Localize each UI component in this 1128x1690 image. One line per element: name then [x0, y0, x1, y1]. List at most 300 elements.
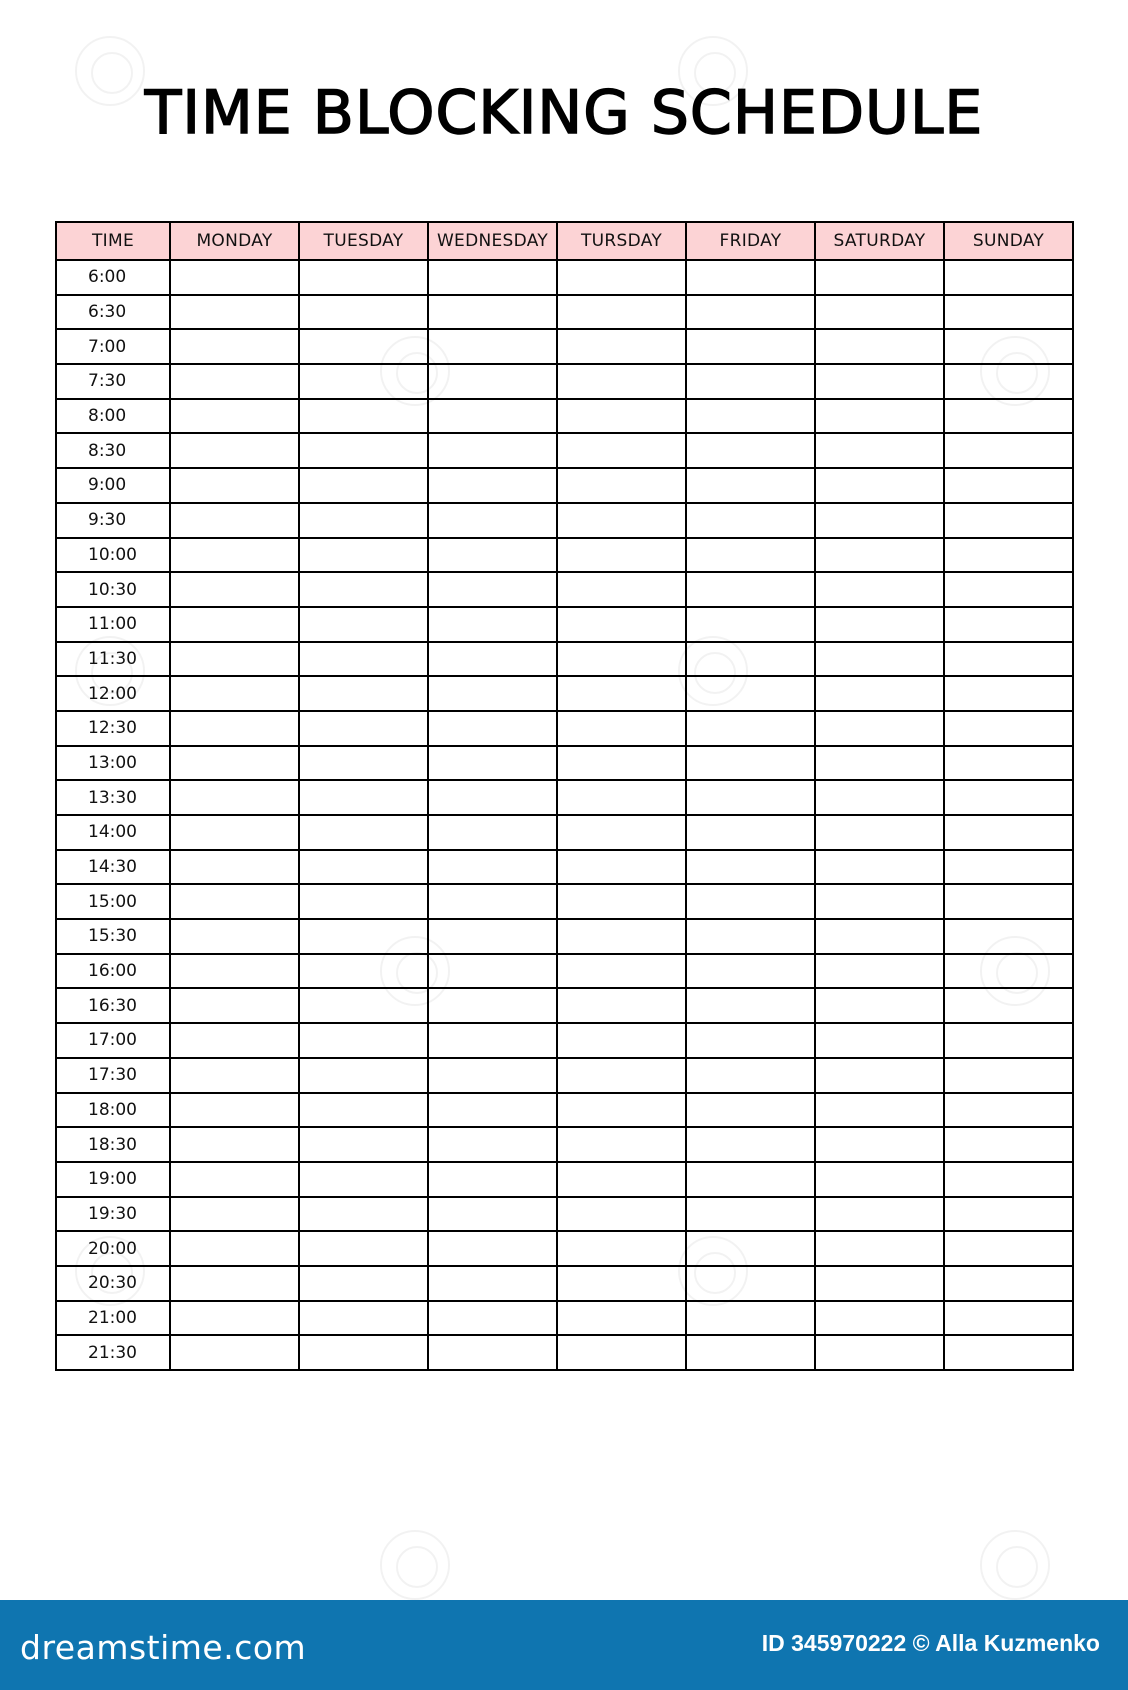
- schedule-cell[interactable]: [170, 954, 299, 989]
- schedule-cell[interactable]: [557, 711, 686, 746]
- schedule-cell[interactable]: [815, 1266, 944, 1301]
- table-row: [56, 538, 1073, 573]
- schedule-cell[interactable]: [299, 1058, 428, 1093]
- schedule-cell[interactable]: [170, 1197, 299, 1232]
- table-row: [56, 1301, 1073, 1336]
- schedule-cell[interactable]: [170, 676, 299, 711]
- time-label: 6:30: [56, 295, 170, 330]
- schedule-table: [55, 221, 1074, 1371]
- time-label: 14:00: [56, 815, 170, 850]
- schedule-cell[interactable]: [428, 815, 557, 850]
- schedule-cell[interactable]: [686, 1231, 815, 1266]
- schedule-cell[interactable]: [686, 503, 815, 538]
- schedule-cell[interactable]: [170, 919, 299, 954]
- schedule-cell[interactable]: [299, 1266, 428, 1301]
- schedule-cell[interactable]: [686, 780, 815, 815]
- schedule-cell[interactable]: [686, 260, 815, 295]
- schedule-cell[interactable]: [686, 711, 815, 746]
- schedule-cell[interactable]: [557, 295, 686, 330]
- schedule-cell[interactable]: [557, 364, 686, 399]
- schedule-cell[interactable]: [557, 260, 686, 295]
- schedule-cell[interactable]: [944, 815, 1073, 850]
- page-title: TIME BLOCKING SCHEDULE: [144, 78, 984, 148]
- table-row: [56, 399, 1073, 434]
- schedule-cell[interactable]: [815, 1335, 944, 1370]
- schedule-cell[interactable]: [815, 954, 944, 989]
- schedule-cell[interactable]: [428, 607, 557, 642]
- schedule-cell[interactable]: [686, 676, 815, 711]
- schedule-cell[interactable]: [815, 329, 944, 364]
- time-label: 8:00: [56, 399, 170, 434]
- schedule-cell[interactable]: [557, 884, 686, 919]
- schedule-cell[interactable]: [557, 1231, 686, 1266]
- schedule-cell[interactable]: [428, 433, 557, 468]
- schedule-cell[interactable]: [299, 1162, 428, 1197]
- schedule-cell[interactable]: [815, 642, 944, 677]
- schedule-cell[interactable]: [944, 746, 1073, 781]
- time-label: 8:30: [56, 433, 170, 468]
- schedule-cell[interactable]: [557, 954, 686, 989]
- schedule-cell[interactable]: [557, 572, 686, 607]
- schedule-cell[interactable]: [428, 1335, 557, 1370]
- schedule-cell[interactable]: [428, 884, 557, 919]
- table-row: [56, 676, 1073, 711]
- schedule-cell[interactable]: [944, 1266, 1073, 1301]
- time-label: 7:00: [56, 329, 170, 364]
- schedule-cell[interactable]: [299, 503, 428, 538]
- schedule-cell[interactable]: [944, 1023, 1073, 1058]
- schedule-cell[interactable]: [557, 538, 686, 573]
- schedule-cell[interactable]: [944, 988, 1073, 1023]
- schedule-cell[interactable]: [815, 399, 944, 434]
- schedule-cell[interactable]: [299, 919, 428, 954]
- schedule-cell[interactable]: [686, 919, 815, 954]
- watermark-logo-icon: [380, 1530, 450, 1600]
- schedule-cell[interactable]: [428, 538, 557, 573]
- schedule-cell[interactable]: [815, 1127, 944, 1162]
- time-label: 18:30: [56, 1127, 170, 1162]
- schedule-cell[interactable]: [686, 1335, 815, 1370]
- table-row: [56, 711, 1073, 746]
- time-label: 17:00: [56, 1023, 170, 1058]
- schedule-cell[interactable]: [428, 468, 557, 503]
- schedule-cell[interactable]: [428, 1231, 557, 1266]
- table-row: [56, 1127, 1073, 1162]
- schedule-cell[interactable]: [686, 1093, 815, 1128]
- table-row: [56, 295, 1073, 330]
- schedule-cell[interactable]: [815, 919, 944, 954]
- schedule-cell[interactable]: [299, 295, 428, 330]
- schedule-cell[interactable]: [815, 1301, 944, 1336]
- schedule-cell[interactable]: [686, 329, 815, 364]
- schedule-cell[interactable]: [686, 1162, 815, 1197]
- schedule-cell[interactable]: [299, 815, 428, 850]
- schedule-cell[interactable]: [557, 780, 686, 815]
- schedule-cell[interactable]: [428, 988, 557, 1023]
- schedule-cell[interactable]: [815, 1023, 944, 1058]
- schedule-cell[interactable]: [299, 1301, 428, 1336]
- schedule-body: [56, 260, 1073, 1370]
- schedule-cell[interactable]: [944, 1127, 1073, 1162]
- footer-credit: ID 345970222 © Alla Kuzmenko: [761, 1630, 1100, 1656]
- schedule-cell[interactable]: [428, 572, 557, 607]
- schedule-cell[interactable]: [170, 815, 299, 850]
- schedule-cell[interactable]: [686, 538, 815, 573]
- schedule-cell[interactable]: [557, 1058, 686, 1093]
- schedule-cell[interactable]: [428, 919, 557, 954]
- schedule-cell[interactable]: [428, 711, 557, 746]
- table-row: [56, 433, 1073, 468]
- time-label: 21:00: [56, 1301, 170, 1336]
- schedule-cell[interactable]: [170, 1162, 299, 1197]
- table-row: [56, 954, 1073, 989]
- schedule-cell[interactable]: [944, 1162, 1073, 1197]
- time-label: 14:30: [56, 850, 170, 885]
- schedule-cell[interactable]: [299, 364, 428, 399]
- schedule-cell[interactable]: [557, 433, 686, 468]
- schedule-cell[interactable]: [170, 468, 299, 503]
- schedule-cell[interactable]: [944, 780, 1073, 815]
- schedule-cell[interactable]: [815, 364, 944, 399]
- schedule-cell[interactable]: [557, 642, 686, 677]
- schedule-cell[interactable]: [944, 572, 1073, 607]
- schedule-cell[interactable]: [170, 884, 299, 919]
- schedule-cell[interactable]: [686, 433, 815, 468]
- schedule-cell[interactable]: [557, 746, 686, 781]
- time-label: 11:30: [56, 642, 170, 677]
- schedule-cell[interactable]: [815, 468, 944, 503]
- table-row: [56, 884, 1073, 919]
- schedule-cell[interactable]: [557, 1127, 686, 1162]
- schedule-cell[interactable]: [299, 954, 428, 989]
- time-label: 11:00: [56, 607, 170, 642]
- schedule-cell[interactable]: [944, 919, 1073, 954]
- schedule-cell[interactable]: [428, 642, 557, 677]
- schedule-cell[interactable]: [944, 364, 1073, 399]
- schedule-cell[interactable]: [170, 433, 299, 468]
- schedule-cell[interactable]: [428, 295, 557, 330]
- schedule-cell[interactable]: [557, 468, 686, 503]
- schedule-cell[interactable]: [944, 1197, 1073, 1232]
- schedule-cell[interactable]: [557, 1197, 686, 1232]
- schedule-cell[interactable]: [557, 1093, 686, 1128]
- schedule-cell[interactable]: [944, 1301, 1073, 1336]
- schedule-cell[interactable]: [299, 572, 428, 607]
- time-label: 10:00: [56, 538, 170, 573]
- schedule-cell[interactable]: [170, 1335, 299, 1370]
- time-label: 9:30: [56, 503, 170, 538]
- schedule-cell[interactable]: [815, 260, 944, 295]
- schedule-cell[interactable]: [428, 399, 557, 434]
- time-label: 13:30: [56, 780, 170, 815]
- schedule-cell[interactable]: [170, 746, 299, 781]
- schedule-cell[interactable]: [557, 607, 686, 642]
- schedule-cell[interactable]: [557, 1335, 686, 1370]
- schedule-cell[interactable]: [686, 1023, 815, 1058]
- time-label: 20:30: [56, 1266, 170, 1301]
- schedule-cell[interactable]: [815, 988, 944, 1023]
- schedule-cell[interactable]: [686, 1127, 815, 1162]
- table-row: [56, 572, 1073, 607]
- table-row: [56, 1162, 1073, 1197]
- table-row: [56, 468, 1073, 503]
- schedule-cell[interactable]: [428, 1127, 557, 1162]
- schedule-cell[interactable]: [944, 1335, 1073, 1370]
- schedule-cell[interactable]: [686, 746, 815, 781]
- schedule-cell[interactable]: [170, 1093, 299, 1128]
- schedule-cell[interactable]: [428, 954, 557, 989]
- schedule-cell[interactable]: [944, 260, 1073, 295]
- schedule-cell[interactable]: [170, 329, 299, 364]
- schedule-cell[interactable]: [428, 676, 557, 711]
- header-row: [56, 222, 1073, 260]
- schedule-cell[interactable]: [557, 1266, 686, 1301]
- schedule-cell[interactable]: [815, 1197, 944, 1232]
- table-row: [56, 850, 1073, 885]
- table-row: [56, 919, 1073, 954]
- schedule-cell[interactable]: [170, 1023, 299, 1058]
- schedule-cell[interactable]: [686, 607, 815, 642]
- watermark-logo-icon: [678, 36, 748, 106]
- schedule-cell[interactable]: [170, 780, 299, 815]
- schedule-cell[interactable]: [944, 954, 1073, 989]
- schedule-cell[interactable]: [299, 746, 428, 781]
- stock-footer: [0, 1600, 1128, 1690]
- schedule-cell[interactable]: [686, 815, 815, 850]
- schedule-cell[interactable]: [557, 1023, 686, 1058]
- schedule-cell[interactable]: [815, 1162, 944, 1197]
- time-label: 19:00: [56, 1162, 170, 1197]
- schedule-cell[interactable]: [299, 1197, 428, 1232]
- schedule-cell[interactable]: [428, 1023, 557, 1058]
- watermark-logo-icon: [980, 1530, 1050, 1600]
- schedule-cell[interactable]: [428, 1058, 557, 1093]
- schedule-cell[interactable]: [299, 1231, 428, 1266]
- schedule-cell[interactable]: [299, 711, 428, 746]
- footer-logo[interactable]: dreamstime.com: [20, 1628, 307, 1667]
- table-row: [56, 1231, 1073, 1266]
- schedule-cell[interactable]: [815, 572, 944, 607]
- schedule-cell[interactable]: [170, 572, 299, 607]
- schedule-cell[interactable]: [944, 1231, 1073, 1266]
- schedule-cell[interactable]: [170, 364, 299, 399]
- schedule-cell[interactable]: [557, 1301, 686, 1336]
- time-label: 12:00: [56, 676, 170, 711]
- schedule-cell[interactable]: [299, 884, 428, 919]
- schedule-cell[interactable]: [557, 850, 686, 885]
- table-row: [56, 1335, 1073, 1370]
- time-label: 17:30: [56, 1058, 170, 1093]
- time-label: 16:00: [56, 954, 170, 989]
- schedule-cell[interactable]: [815, 1058, 944, 1093]
- schedule-cell[interactable]: [815, 711, 944, 746]
- time-label: 10:30: [56, 572, 170, 607]
- table-row: [56, 1266, 1073, 1301]
- schedule-cell[interactable]: [170, 1127, 299, 1162]
- schedule-cell[interactable]: [170, 1266, 299, 1301]
- schedule-cell[interactable]: [686, 295, 815, 330]
- schedule-cell[interactable]: [815, 607, 944, 642]
- schedule-cell[interactable]: [944, 468, 1073, 503]
- schedule-cell[interactable]: [686, 642, 815, 677]
- schedule-cell[interactable]: [815, 815, 944, 850]
- time-label: 6:00: [56, 260, 170, 295]
- column-header-thursday: TURSDAY: [557, 222, 686, 260]
- schedule-cell[interactable]: [299, 260, 428, 295]
- column-header-friday: FRIDAY: [686, 222, 815, 260]
- schedule-cell[interactable]: [428, 780, 557, 815]
- schedule-cell[interactable]: [428, 364, 557, 399]
- schedule-cell[interactable]: [815, 746, 944, 781]
- schedule-cell[interactable]: [299, 676, 428, 711]
- schedule-cell[interactable]: [815, 503, 944, 538]
- schedule-cell[interactable]: [944, 1058, 1073, 1093]
- schedule-cell[interactable]: [428, 503, 557, 538]
- schedule-cell[interactable]: [815, 884, 944, 919]
- column-header-time: TIME: [56, 222, 170, 260]
- schedule-cell[interactable]: [170, 399, 299, 434]
- schedule-cell[interactable]: [170, 711, 299, 746]
- schedule-cell[interactable]: [944, 503, 1073, 538]
- column-header-saturday: SATURDAY: [815, 222, 944, 260]
- schedule-cell[interactable]: [686, 884, 815, 919]
- time-label: 15:30: [56, 919, 170, 954]
- schedule-cell[interactable]: [170, 295, 299, 330]
- table-row: [56, 607, 1073, 642]
- schedule-cell[interactable]: [299, 607, 428, 642]
- schedule-cell[interactable]: [686, 1301, 815, 1336]
- schedule-cell[interactable]: [428, 1093, 557, 1128]
- table-row: [56, 746, 1073, 781]
- table-row: [56, 1197, 1073, 1232]
- schedule-cell[interactable]: [944, 711, 1073, 746]
- schedule-cell[interactable]: [299, 399, 428, 434]
- table-row: [56, 1023, 1073, 1058]
- schedule-cell[interactable]: [815, 538, 944, 573]
- schedule-cell[interactable]: [299, 850, 428, 885]
- schedule-cell[interactable]: [557, 815, 686, 850]
- table-row: [56, 364, 1073, 399]
- schedule-cell[interactable]: [170, 988, 299, 1023]
- schedule-cell[interactable]: [428, 1301, 557, 1336]
- schedule-cell[interactable]: [170, 260, 299, 295]
- schedule-cell[interactable]: [299, 433, 428, 468]
- schedule-cell[interactable]: [299, 1127, 428, 1162]
- schedule-cell[interactable]: [170, 850, 299, 885]
- time-label: 21:30: [56, 1335, 170, 1370]
- schedule-cell[interactable]: [299, 538, 428, 573]
- time-label: 16:30: [56, 988, 170, 1023]
- schedule-cell[interactable]: [299, 468, 428, 503]
- schedule-cell[interactable]: [557, 503, 686, 538]
- schedule-cell[interactable]: [944, 399, 1073, 434]
- schedule-cell[interactable]: [944, 676, 1073, 711]
- schedule-cell[interactable]: [170, 1058, 299, 1093]
- schedule-cell[interactable]: [944, 329, 1073, 364]
- schedule-cell[interactable]: [686, 1197, 815, 1232]
- schedule-cell[interactable]: [557, 329, 686, 364]
- schedule-cell[interactable]: [428, 260, 557, 295]
- schedule-cell[interactable]: [299, 988, 428, 1023]
- schedule-cell[interactable]: [557, 676, 686, 711]
- schedule-cell[interactable]: [815, 1231, 944, 1266]
- watermark-logo-icon: [75, 36, 145, 106]
- time-label: 18:00: [56, 1093, 170, 1128]
- schedule-cell[interactable]: [170, 503, 299, 538]
- schedule-cell[interactable]: [815, 780, 944, 815]
- schedule-cell[interactable]: [428, 746, 557, 781]
- schedule-cell[interactable]: [686, 954, 815, 989]
- table-row: [56, 780, 1073, 815]
- schedule-cell[interactable]: [170, 607, 299, 642]
- schedule-cell[interactable]: [686, 364, 815, 399]
- schedule-cell[interactable]: [815, 676, 944, 711]
- schedule-cell[interactable]: [428, 850, 557, 885]
- schedule-cell[interactable]: [815, 1093, 944, 1128]
- schedule-cell[interactable]: [944, 433, 1073, 468]
- schedule-cell[interactable]: [299, 1023, 428, 1058]
- schedule-cell[interactable]: [299, 780, 428, 815]
- schedule-cell[interactable]: [170, 642, 299, 677]
- schedule-cell[interactable]: [944, 884, 1073, 919]
- schedule-cell[interactable]: [557, 919, 686, 954]
- schedule-cell[interactable]: [815, 850, 944, 885]
- column-header-sunday: SUNDAY: [944, 222, 1073, 260]
- schedule-cell[interactable]: [557, 988, 686, 1023]
- table-row: [56, 815, 1073, 850]
- schedule-cell[interactable]: [815, 433, 944, 468]
- table-row: [56, 642, 1073, 677]
- table-row: [56, 503, 1073, 538]
- schedule-cell[interactable]: [944, 538, 1073, 573]
- schedule-cell[interactable]: [944, 850, 1073, 885]
- time-label: 19:30: [56, 1197, 170, 1232]
- column-header-tuesday: TUESDAY: [299, 222, 428, 260]
- schedule-cell[interactable]: [686, 1058, 815, 1093]
- schedule-cell[interactable]: [428, 1197, 557, 1232]
- schedule-cell[interactable]: [944, 642, 1073, 677]
- schedule-cell[interactable]: [299, 1093, 428, 1128]
- schedule-cell[interactable]: [686, 399, 815, 434]
- schedule-cell[interactable]: [944, 295, 1073, 330]
- schedule-cell[interactable]: [686, 850, 815, 885]
- schedule-cell[interactable]: [686, 572, 815, 607]
- schedule-cell[interactable]: [299, 1335, 428, 1370]
- table-row: [56, 1093, 1073, 1128]
- column-header-wednesday: WEDNESDAY: [428, 222, 557, 260]
- table-row: [56, 988, 1073, 1023]
- schedule-cell[interactable]: [299, 329, 428, 364]
- schedule-cell[interactable]: [428, 1266, 557, 1301]
- table-row: [56, 260, 1073, 295]
- schedule-cell[interactable]: [686, 1266, 815, 1301]
- schedule-cell[interactable]: [170, 1231, 299, 1266]
- schedule-cell[interactable]: [815, 295, 944, 330]
- schedule-cell[interactable]: [557, 1162, 686, 1197]
- schedule-cell[interactable]: [557, 399, 686, 434]
- schedule-cell[interactable]: [944, 1093, 1073, 1128]
- schedule-cell[interactable]: [299, 642, 428, 677]
- schedule-cell[interactable]: [170, 1301, 299, 1336]
- schedule-cell[interactable]: [428, 1162, 557, 1197]
- schedule-cell[interactable]: [686, 988, 815, 1023]
- time-label: 20:00: [56, 1231, 170, 1266]
- schedule-cell[interactable]: [428, 329, 557, 364]
- table-row: [56, 1058, 1073, 1093]
- schedule-cell[interactable]: [944, 607, 1073, 642]
- schedule-cell[interactable]: [170, 538, 299, 573]
- schedule-cell[interactable]: [686, 468, 815, 503]
